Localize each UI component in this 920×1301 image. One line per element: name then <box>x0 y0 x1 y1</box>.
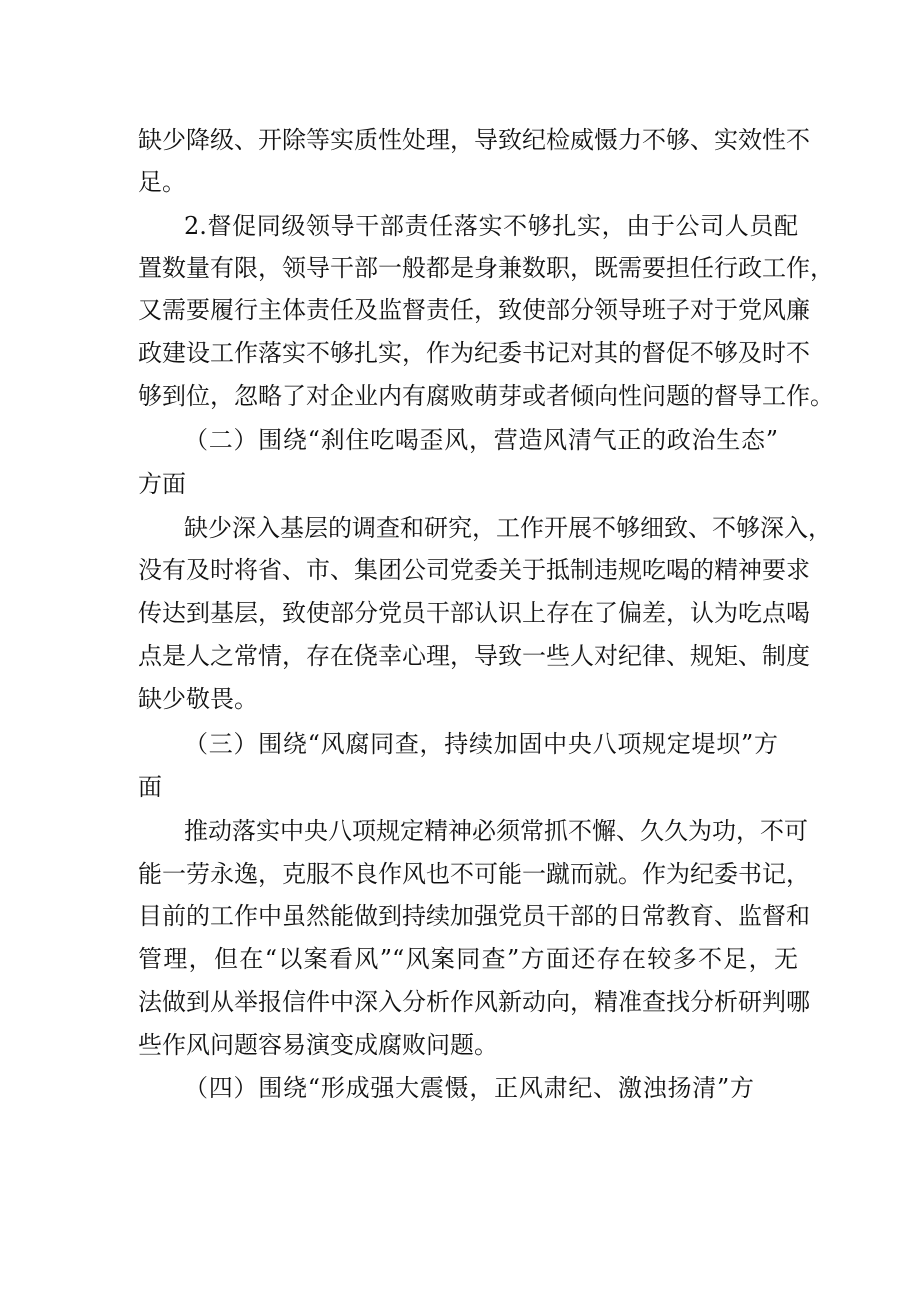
text-line: 传达到基层，致使部分党员干部认识上存在了偏差，认为吃点喝 <box>138 599 810 627</box>
text-line: 目前的工作中虽然能做到持续加强党员干部的日常教育、监督和 <box>138 902 810 930</box>
text-line: 点是人之常情，存在侥幸心理，导致一些人对纪律、规矩、制度 <box>138 642 810 670</box>
section-heading: （四）围绕“形成强大震慑，正风肃纪、激浊扬清”方 <box>184 1074 754 1102</box>
text-line: 够到位，忽略了对企业内有腐败萌芽或者倾向性问题的督导工作。 <box>138 382 834 410</box>
text-line: 缺少深入基层的调查和研究，工作开展不够细致、不够深入， <box>184 514 832 542</box>
text-line: 管理，但在“以案看风”“风案同查”方面还存在较多不足，无 <box>138 945 798 973</box>
text-line: 置数量有限，领导干部一般都是身兼数职，既需要担任行政工作， <box>138 254 834 282</box>
section-heading: （三）围绕“风腐同查，持续加固中央八项规定堤坝”方 <box>184 730 778 758</box>
text-line: 没有及时将省、市、集团公司党委关于抵制违规吃喝的精神要求 <box>138 556 810 584</box>
section-heading: 方面 <box>138 470 186 498</box>
text-line: 推动落实中央八项规定精神必须常抓不懈、久久为功，不可 <box>184 817 808 845</box>
text-line: 缺少敬畏。 <box>138 685 258 713</box>
text-line: 能一劳永逸，克服不良作风也不可能一蹴而就。作为纪委书记， <box>138 860 810 888</box>
text-line: 又需要履行主体责任及监督责任，致使部分领导班子对于党风廉 <box>138 296 810 324</box>
text-line: 些作风问题容易演变成腐败问题。 <box>138 1031 498 1059</box>
text-line: 2.督促同级领导干部责任落实不够扎实，由于公司人员配 <box>184 212 798 240</box>
text-line: 缺少降级、开除等实质性处理，导致纪检威慑力不够、实效性不 <box>138 126 810 154</box>
text-line: 政建设工作落实不够扎实，作为纪委书记对其的督促不够及时不 <box>138 339 810 367</box>
text-line: 法做到从举报信件中深入分析作风新动向，精准查找分析研判哪 <box>138 988 810 1016</box>
section-heading: 面 <box>138 773 162 801</box>
text-line: 足。 <box>138 168 186 196</box>
section-heading: （二）围绕“刹住吃喝歪风，营造风清气正的政治生态” <box>184 426 778 454</box>
